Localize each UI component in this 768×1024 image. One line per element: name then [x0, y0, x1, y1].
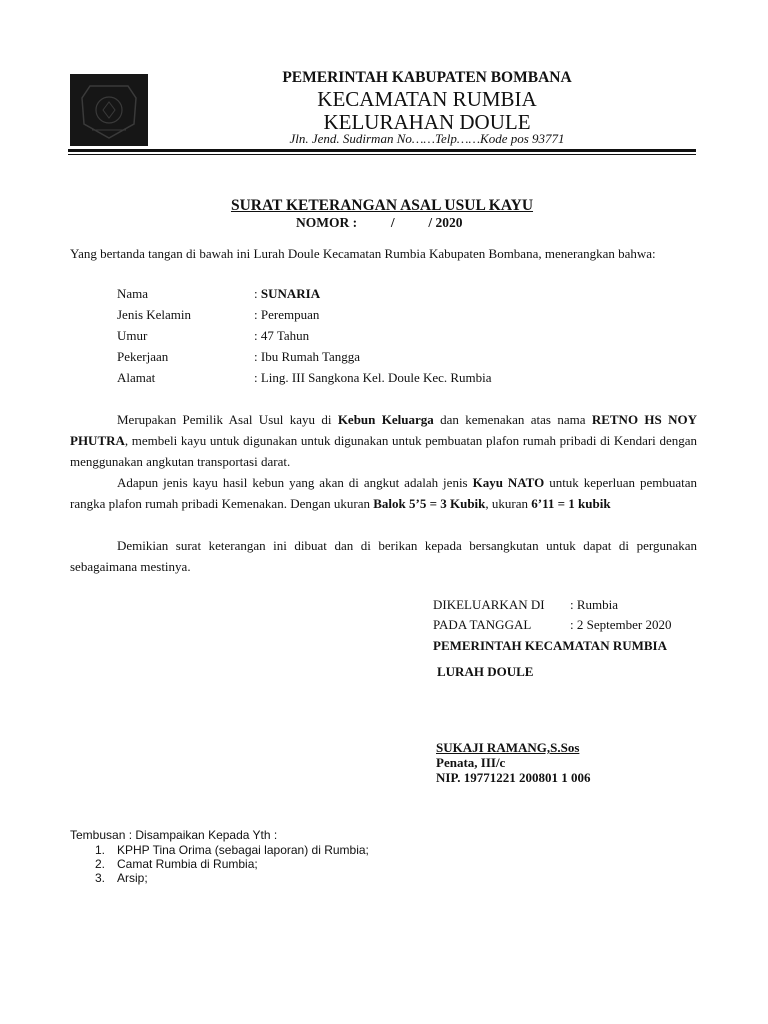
issued-place-value: : Rumbia: [570, 597, 619, 612]
identity-label-address: Alamat: [117, 370, 156, 385]
identity-label-gender: Jenis Kelamin: [117, 307, 192, 322]
identity-label-nama: Nama: [117, 286, 149, 301]
signer-name: SUKAJI RAMANG,S.Sos: [436, 740, 580, 755]
cc-item-text: Arsip;: [117, 871, 148, 885]
issued-place-label: DIKELUARKAN DI: [433, 597, 545, 612]
cc-item-text: KPHP Tina Orima (sebagai laporan) di Rumbia;: [117, 843, 369, 857]
issued-date-value: : 2 September 2020: [570, 617, 672, 632]
identity-label-occupation: Pekerjaan: [117, 349, 169, 364]
cc-item-number: 2.: [95, 857, 106, 871]
cc-item-text: Camat Rumbia di Rumbia;: [117, 857, 258, 871]
cc-item-number: 1.: [95, 843, 106, 857]
issuing-office: PEMERINTAH KECAMATAN RUMBIA: [433, 638, 667, 653]
letterhead-government: PEMERINTAH KABUPATEN BOMBANA: [282, 69, 572, 86]
signer-position: LURAH DOULE: [437, 664, 534, 679]
intro-paragraph: Yang bertanda tangan di bawah ini Lurah Doule Kecamatan Rumbia Kabupaten Bombana, menerangkan bahwa:: [70, 246, 656, 261]
cc-heading: Tembusan : Disampaikan Kepada Yth :: [70, 828, 278, 842]
letterhead-divider-thick: [68, 149, 696, 152]
cc-item-number: 3.: [95, 871, 106, 885]
signer-nip: NIP. 19771221 200801 1 006: [436, 770, 591, 785]
identity-value-gender: : Perempuan: [254, 307, 320, 322]
issued-date-label: PADA TANGGAL: [433, 617, 532, 632]
body-paragraph-ownership: Merupakan Pemilik Asal Usul kayu di Kebun Keluarga dan kemenakan atas nama RETNO HS NOY PHUTRA, membeli kayu untuk digunakan untuk digunakan untuk pembuatan plafon rumah pribadi di Kendari dengan menggunakan angkutan transportasi darat.: [70, 412, 697, 469]
letterhead-district: KECAMATAN RUMBIA: [317, 87, 537, 111]
letterhead-divider-thin: [68, 154, 696, 155]
letterhead-address: Jln. Jend. Sudirman No……Telp……Kode pos 93771: [289, 131, 565, 146]
identity-label-age: Umur: [117, 328, 148, 343]
identity-value-occupation: : Ibu Rumah Tangga: [254, 349, 361, 364]
identity-value-age: : 47 Tahun: [254, 328, 310, 343]
body-paragraph-wood-type: Adapun jenis kayu hasil kebun yang akan di angkut adalah jenis Kayu NATO untuk keperluan pembuatan rangka plafon rumah pribadi Kemenakan. Dengan ukuran Balok 5’5 = 3 Kubik, ukuran 6’11 = 1 kubik: [70, 475, 697, 511]
letterhead-village: KELURAHAN DOULE: [323, 110, 531, 134]
identity-value-nama: : SUNARIA: [254, 286, 321, 301]
letter-title: SURAT KETERANGAN ASAL USUL KAYU: [230, 197, 534, 214]
identity-value-address: : Ling. III Sangkona Kel. Doule Kec. Rumbia: [254, 370, 492, 385]
body-paragraph-closing: Demikian surat keterangan ini dibuat dan di berikan kepada bersangkutan untuk dapat di pergunakan sebagaimana mestinya.: [70, 538, 697, 574]
signer-rank: Penata, III/c: [436, 755, 506, 770]
regency-emblem-logo: [70, 74, 148, 146]
letter-number: NOMOR : / / 2020: [296, 215, 463, 230]
